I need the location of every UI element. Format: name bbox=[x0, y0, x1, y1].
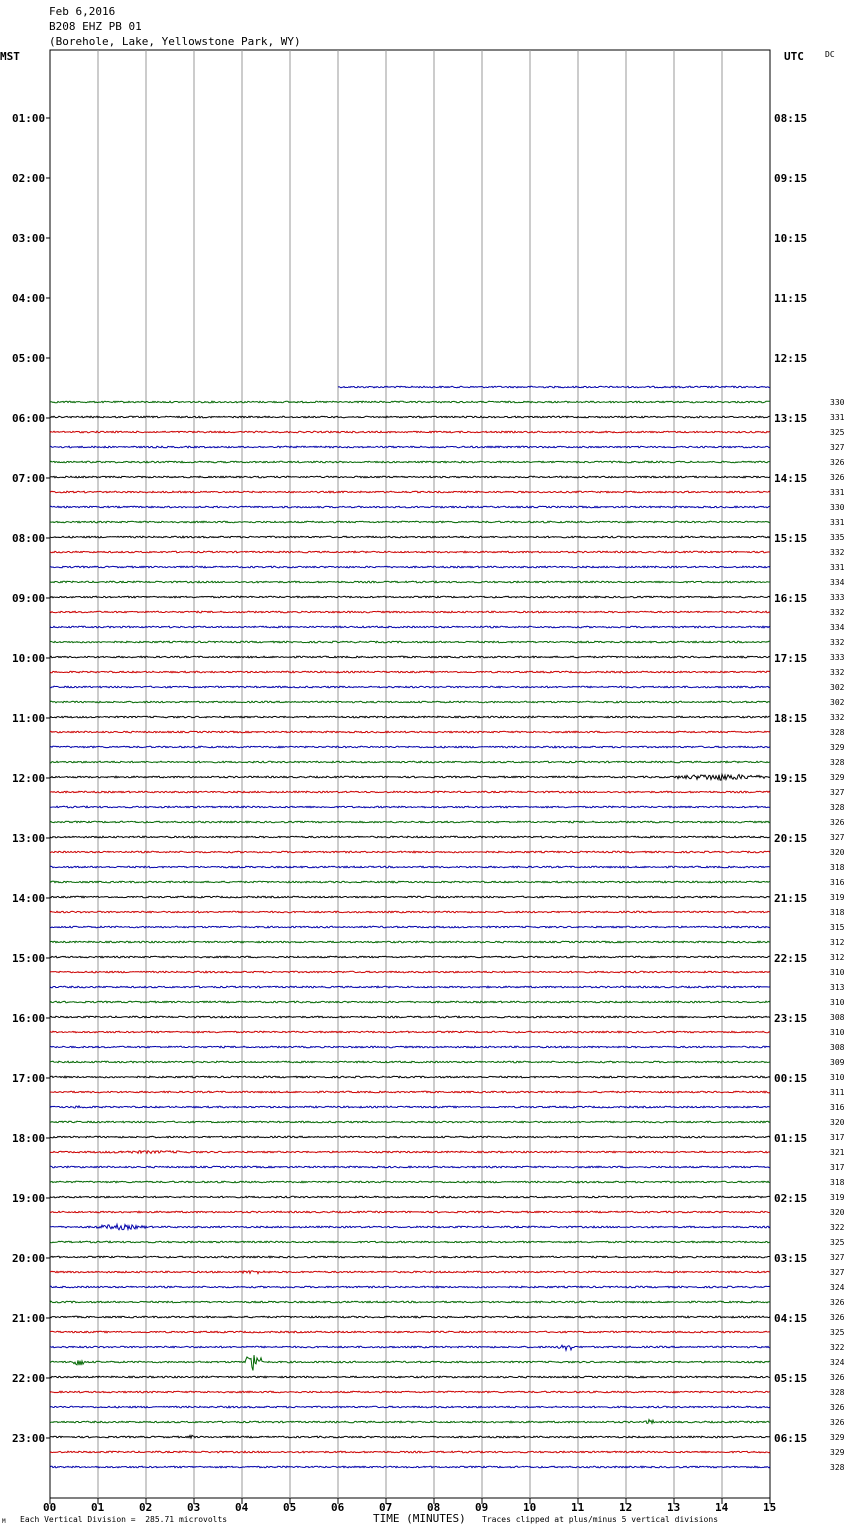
x-tick-label: 14 bbox=[715, 1501, 729, 1514]
trace-value: 325 bbox=[830, 1238, 845, 1247]
trace-value: 309 bbox=[830, 1058, 845, 1067]
left-hour-label: 14:00 bbox=[12, 892, 46, 905]
seismic-trace bbox=[50, 716, 770, 718]
trace-value: 326 bbox=[830, 1418, 845, 1427]
right-hour-label: 00:15 bbox=[774, 1072, 808, 1085]
trace-value: 319 bbox=[830, 893, 845, 902]
left-hour-label: 12:00 bbox=[12, 772, 46, 785]
trace-value: 332 bbox=[830, 638, 845, 647]
dc-label: DC bbox=[825, 50, 835, 59]
seismic-trace bbox=[50, 626, 770, 628]
trace-value: 328 bbox=[830, 758, 845, 767]
trace-value: 329 bbox=[830, 1448, 845, 1457]
seismic-trace bbox=[50, 1136, 770, 1138]
trace-value: 327 bbox=[830, 833, 845, 842]
trace-value: 330 bbox=[830, 503, 845, 512]
seismic-trace bbox=[50, 551, 770, 553]
trace-value: 324 bbox=[830, 1283, 845, 1292]
seismic-trace bbox=[50, 956, 770, 958]
trace-value: 335 bbox=[830, 533, 845, 542]
trace-value: 320 bbox=[830, 1118, 845, 1127]
seismic-trace bbox=[50, 1466, 770, 1468]
left-hour-label: 19:00 bbox=[12, 1192, 46, 1205]
seismic-trace bbox=[338, 386, 770, 388]
seismic-trace bbox=[50, 641, 770, 643]
seismic-trace bbox=[50, 731, 770, 733]
seismic-trace bbox=[50, 1151, 770, 1154]
seismic-trace bbox=[50, 1106, 770, 1108]
left-hour-label: 18:00 bbox=[12, 1132, 46, 1145]
trace-value: 322 bbox=[830, 1343, 845, 1352]
seismic-trace bbox=[50, 1046, 770, 1048]
trace-value: 331 bbox=[830, 518, 845, 527]
left-hour-label: 01:00 bbox=[12, 112, 46, 125]
trace-value: 327 bbox=[830, 443, 845, 452]
seismic-trace bbox=[50, 1345, 770, 1350]
footer-corner-mark: M bbox=[2, 1518, 6, 1525]
left-hour-label: 09:00 bbox=[12, 592, 46, 605]
left-hour-label: 08:00 bbox=[12, 532, 46, 545]
trace-value: 302 bbox=[830, 698, 845, 707]
trace-value: 312 bbox=[830, 938, 845, 947]
right-timezone-label: UTC bbox=[784, 50, 804, 63]
trace-value: 332 bbox=[830, 548, 845, 557]
seismic-trace bbox=[50, 761, 770, 763]
x-tick-label: 10 bbox=[523, 1501, 537, 1514]
right-hour-label: 23:15 bbox=[774, 1012, 808, 1025]
right-hour-label: 10:15 bbox=[774, 232, 808, 245]
trace-value: 326 bbox=[830, 1298, 845, 1307]
trace-value: 316 bbox=[830, 1103, 845, 1112]
seismic-trace bbox=[50, 596, 770, 598]
seismic-trace bbox=[50, 506, 770, 508]
left-hour-label: 21:00 bbox=[12, 1312, 46, 1325]
seismic-trace bbox=[50, 911, 770, 913]
seismic-trace bbox=[50, 1256, 770, 1258]
x-tick-label: 09 bbox=[475, 1501, 489, 1514]
seismic-trace bbox=[50, 521, 770, 523]
left-hour-label: 10:00 bbox=[12, 652, 46, 665]
trace-value: 325 bbox=[830, 428, 845, 437]
trace-value: 326 bbox=[830, 1373, 845, 1382]
trace-value: 326 bbox=[830, 458, 845, 467]
seismic-trace bbox=[50, 656, 770, 658]
trace-value: 320 bbox=[830, 848, 845, 857]
left-hour-label: 15:00 bbox=[12, 952, 46, 965]
header-station: B208 EHZ PB 01 bbox=[49, 20, 142, 33]
seismic-trace bbox=[50, 671, 770, 673]
trace-value: 333 bbox=[830, 653, 845, 662]
seismic-trace bbox=[50, 1331, 770, 1333]
seismic-trace bbox=[50, 986, 770, 988]
trace-value: 310 bbox=[830, 1073, 845, 1082]
seismic-trace bbox=[50, 746, 770, 748]
trace-value: 317 bbox=[830, 1163, 845, 1172]
x-axis-title: TIME (MINUTES) bbox=[373, 1512, 466, 1525]
right-hour-label: 22:15 bbox=[774, 952, 808, 965]
seismic-trace bbox=[50, 1121, 770, 1123]
seismic-trace bbox=[50, 431, 770, 433]
trace-value: 328 bbox=[830, 728, 845, 737]
trace-value: 328 bbox=[830, 803, 845, 812]
seismic-trace bbox=[50, 1166, 770, 1168]
seismic-trace bbox=[50, 566, 770, 568]
trace-value: 333 bbox=[830, 593, 845, 602]
labels bbox=[0, 50, 845, 1514]
trace-value: 302 bbox=[830, 683, 845, 692]
trace-value: 334 bbox=[830, 578, 845, 587]
seismic-trace bbox=[50, 941, 770, 943]
right-hour-label: 11:15 bbox=[774, 292, 808, 305]
seismic-trace bbox=[50, 1196, 770, 1198]
trace-value: 326 bbox=[830, 473, 845, 482]
trace-value: 329 bbox=[830, 1433, 845, 1442]
right-hour-label: 14:15 bbox=[774, 472, 808, 485]
right-hour-label: 13:15 bbox=[774, 412, 808, 425]
seismic-trace bbox=[50, 1435, 770, 1438]
right-hour-label: 03:15 bbox=[774, 1252, 808, 1265]
traces bbox=[50, 386, 770, 1468]
x-tick-label: 06 bbox=[331, 1501, 345, 1514]
trace-value: 322 bbox=[830, 1223, 845, 1232]
right-hour-label: 06:15 bbox=[774, 1432, 808, 1445]
trace-value: 332 bbox=[830, 608, 845, 617]
right-hour-label: 09:15 bbox=[774, 172, 808, 185]
seismic-trace bbox=[50, 896, 770, 898]
x-tick-label: 07 bbox=[379, 1501, 393, 1514]
trace-value: 318 bbox=[830, 908, 845, 917]
seismic-trace bbox=[50, 581, 770, 583]
seismic-trace bbox=[50, 926, 770, 928]
left-hour-label: 02:00 bbox=[12, 172, 46, 185]
trace-value: 332 bbox=[830, 668, 845, 677]
trace-value: 318 bbox=[830, 863, 845, 872]
seismic-trace bbox=[50, 1376, 770, 1378]
trace-value: 329 bbox=[830, 773, 845, 782]
left-hour-label: 23:00 bbox=[12, 1432, 46, 1445]
seismic-trace bbox=[50, 851, 770, 853]
seismic-trace bbox=[50, 1031, 770, 1033]
seismic-trace bbox=[50, 881, 770, 883]
seismic-trace bbox=[50, 686, 770, 688]
trace-value: 328 bbox=[830, 1463, 845, 1472]
chart-frame bbox=[50, 50, 770, 1498]
seismic-trace bbox=[50, 416, 770, 418]
trace-value: 318 bbox=[830, 1178, 845, 1187]
right-hour-label: 08:15 bbox=[774, 112, 808, 125]
trace-value: 310 bbox=[830, 998, 845, 1007]
x-tick-label: 04 bbox=[235, 1501, 249, 1514]
trace-value: 326 bbox=[830, 818, 845, 827]
trace-value: 334 bbox=[830, 623, 845, 632]
trace-value: 330 bbox=[830, 398, 845, 407]
right-hour-label: 05:15 bbox=[774, 1372, 808, 1385]
left-hour-label: 05:00 bbox=[12, 352, 46, 365]
right-hour-label: 02:15 bbox=[774, 1192, 808, 1205]
trace-value: 329 bbox=[830, 743, 845, 752]
trace-value: 310 bbox=[830, 1028, 845, 1037]
seismic-trace bbox=[50, 791, 770, 793]
x-tick-label: 05 bbox=[283, 1501, 297, 1514]
left-hour-label: 03:00 bbox=[12, 232, 46, 245]
trace-value: 327 bbox=[830, 788, 845, 797]
left-hour-label: 20:00 bbox=[12, 1252, 46, 1265]
x-tick-label: 12 bbox=[619, 1501, 633, 1514]
trace-value: 327 bbox=[830, 1268, 845, 1277]
seismic-trace bbox=[50, 1061, 770, 1063]
right-hour-label: 20:15 bbox=[774, 832, 808, 845]
trace-value: 317 bbox=[830, 1133, 845, 1142]
x-tick-label: 03 bbox=[187, 1501, 201, 1514]
seismic-trace bbox=[50, 1211, 770, 1213]
x-tick-label: 08 bbox=[427, 1501, 441, 1514]
trace-value: 331 bbox=[830, 488, 845, 497]
trace-value: 331 bbox=[830, 413, 845, 422]
trace-value: 326 bbox=[830, 1403, 845, 1412]
right-hour-label: 17:15 bbox=[774, 652, 808, 665]
trace-value: 308 bbox=[830, 1043, 845, 1052]
seismic-trace bbox=[50, 476, 770, 478]
trace-value: 321 bbox=[830, 1148, 845, 1157]
seismic-trace bbox=[50, 1355, 770, 1370]
seismic-trace bbox=[50, 1241, 770, 1243]
trace-value: 331 bbox=[830, 563, 845, 572]
trace-value: 308 bbox=[830, 1013, 845, 1022]
trace-value: 316 bbox=[830, 878, 845, 887]
seismic-trace bbox=[50, 836, 770, 838]
header-date: Feb 6,2016 bbox=[49, 5, 116, 18]
left-hour-label: 04:00 bbox=[12, 292, 46, 305]
seismic-trace bbox=[50, 1224, 770, 1230]
seismic-trace bbox=[50, 536, 770, 538]
right-hour-label: 01:15 bbox=[774, 1132, 808, 1145]
header-location: (Borehole, Lake, Yellowstone Park, WY) bbox=[49, 35, 301, 48]
seismic-trace bbox=[50, 1301, 770, 1303]
left-hour-label: 07:00 bbox=[12, 472, 46, 485]
seismic-trace bbox=[50, 1406, 770, 1408]
trace-value: 310 bbox=[830, 968, 845, 977]
right-hour-label: 12:15 bbox=[774, 352, 808, 365]
right-hour-label: 21:15 bbox=[774, 892, 808, 905]
seismic-trace bbox=[50, 1451, 770, 1453]
left-hour-label: 13:00 bbox=[12, 832, 46, 845]
seismic-trace bbox=[50, 491, 770, 493]
x-tick-label: 01 bbox=[91, 1501, 105, 1514]
trace-value: 324 bbox=[830, 1358, 845, 1367]
seismic-trace bbox=[50, 821, 770, 823]
right-hour-label: 15:15 bbox=[774, 532, 808, 545]
seismic-trace bbox=[50, 1271, 770, 1274]
trace-value: 320 bbox=[830, 1208, 845, 1217]
trace-value: 327 bbox=[830, 1253, 845, 1262]
x-tick-label: 00 bbox=[43, 1501, 57, 1514]
left-timezone-label: MST bbox=[0, 50, 20, 63]
right-hour-label: 19:15 bbox=[774, 772, 808, 785]
left-hour-label: 17:00 bbox=[12, 1072, 46, 1085]
left-hour-label: 16:00 bbox=[12, 1012, 46, 1025]
trace-value: 315 bbox=[830, 923, 845, 932]
footer-scale-note: Each Vertical Division = 285.71 microvolts bbox=[20, 1515, 228, 1524]
trace-value: 328 bbox=[830, 1388, 845, 1397]
seismic-trace bbox=[50, 461, 770, 463]
seismic-trace bbox=[50, 866, 770, 868]
seismic-trace bbox=[50, 1181, 770, 1183]
seismic-trace bbox=[50, 611, 770, 613]
x-tick-label: 02 bbox=[139, 1501, 153, 1514]
x-tick-label: 13 bbox=[667, 1501, 681, 1514]
seismic-trace bbox=[50, 1001, 770, 1003]
seismic-trace bbox=[50, 1391, 770, 1393]
trace-value: 312 bbox=[830, 953, 845, 962]
x-tick-label: 15 bbox=[763, 1501, 777, 1514]
seismic-trace bbox=[50, 774, 770, 780]
seismic-trace bbox=[50, 1286, 770, 1288]
x-tick-label: 11 bbox=[571, 1501, 585, 1514]
left-hour-label: 11:00 bbox=[12, 712, 46, 725]
left-hour-label: 06:00 bbox=[12, 412, 46, 425]
right-hour-label: 04:15 bbox=[774, 1312, 808, 1325]
trace-value: 325 bbox=[830, 1328, 845, 1337]
seismic-trace bbox=[50, 1420, 770, 1424]
seismic-trace bbox=[50, 446, 770, 448]
trace-value: 311 bbox=[830, 1088, 845, 1097]
seismic-trace bbox=[50, 1316, 770, 1318]
seismic-trace bbox=[50, 1016, 770, 1018]
seismic-trace bbox=[50, 806, 770, 808]
trace-value: 319 bbox=[830, 1193, 845, 1202]
trace-value: 332 bbox=[830, 713, 845, 722]
seismic-trace bbox=[50, 1076, 770, 1078]
right-hour-label: 16:15 bbox=[774, 592, 808, 605]
trace-value: 326 bbox=[830, 1313, 845, 1322]
seismic-trace bbox=[50, 401, 770, 403]
footer-clip-note: Traces clipped at plus/minus 5 vertical divisions bbox=[482, 1515, 719, 1524]
seismic-trace bbox=[50, 971, 770, 973]
seismic-trace bbox=[50, 1091, 770, 1093]
right-hour-label: 18:15 bbox=[774, 712, 808, 725]
seismic-trace bbox=[50, 701, 770, 703]
left-hour-label: 22:00 bbox=[12, 1372, 46, 1385]
trace-value: 313 bbox=[830, 983, 845, 992]
